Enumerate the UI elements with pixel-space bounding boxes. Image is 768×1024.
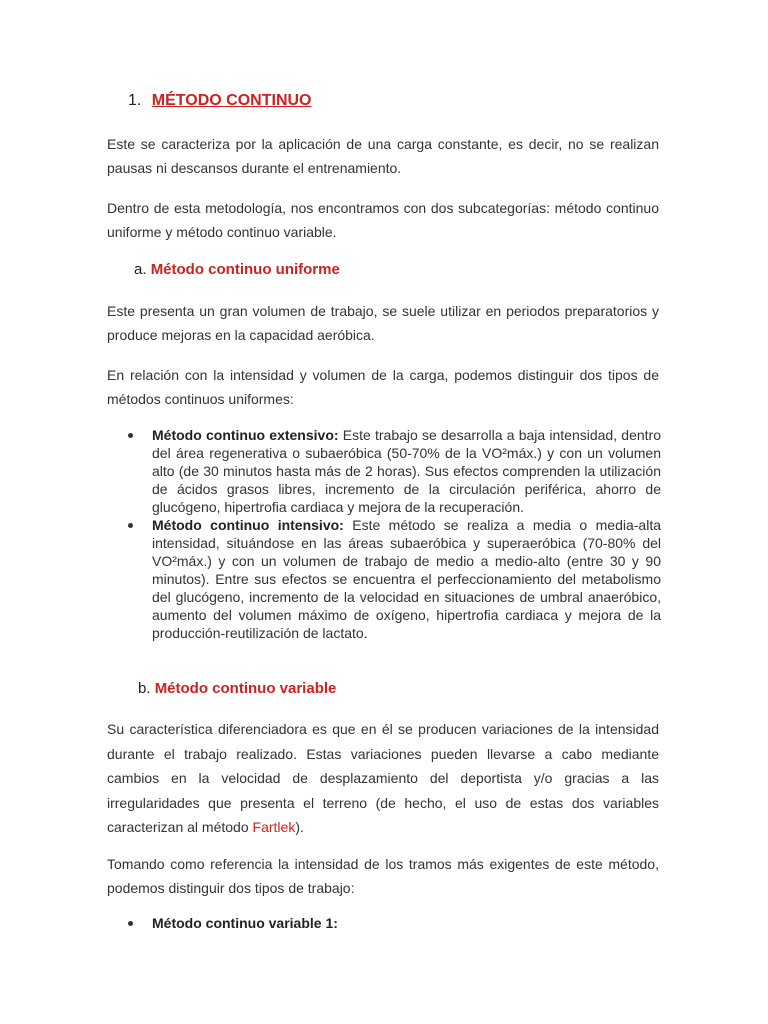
fartlek-link[interactable]: Fartlek	[252, 819, 296, 835]
list-item	[128, 426, 661, 516]
list-item-text: Este trabajo se desarrolla a baja intensidad, dentro del área regenerativa o subaeróbica (50-70% de la VO²máx.) y con un volumen alto (de 30 minutos hasta más de 2 horas). Sus efectos comprenden la utilización de ácidos grasos libres, incremento de la circulación periférica, ahorro de glucógeno, hipertrofia cardiaca y mejora de la recuperación.	[152, 427, 662, 515]
subsection-a-heading	[134, 261, 340, 278]
paragraph-text: Su característica diferenciadora es que en él se producen variaciones de la intensidad durante el trabajo realizado. Estas variaciones pueden llevarse a cabo mediante cambios en la velocidad de desplazamiento del deportista y/o gracias a las irregularidades que presenta el terreno (de hecho, el uso de estas dos variables caracterizan al método	[107, 721, 659, 835]
subsection-b-paragraph-2: Tomando como referencia la intensidad de los tramos más exigentes de este método, podemos distinguir dos tipos de trabajo:	[107, 856, 659, 896]
bullet-icon	[128, 433, 133, 438]
subsection-b-letter: b.	[138, 680, 151, 697]
list-item-term: Método continuo variable 1:	[152, 915, 338, 931]
subsection-b-title: Método continuo variable	[154, 680, 337, 697]
list-item	[128, 516, 661, 642]
section-title: MÉTODO CONTINUO	[151, 92, 312, 109]
bullet-icon	[128, 921, 133, 926]
subsection-a-bullet-list	[128, 426, 661, 642]
intro-paragraph-1: Este se caracteriza por la aplicación de una carga constante, es decir, no se realizan pausas ni descansos durante el entrenamiento.	[107, 136, 659, 176]
intro-paragraph-2: Dentro de esta metodología, nos encontramos con dos subcategorías: método continuo uniforme y método continuo variable.	[107, 200, 659, 240]
subsection-a-letter: a.	[134, 261, 147, 278]
paragraph-text-end: ).	[295, 819, 304, 835]
list-item	[128, 914, 661, 932]
list-item-text: Este método se realiza a media o media-alta intensidad, situándose en las áreas subaeróbica y superaeróbica (70-80% del VO²máx.) y con un volumen de trabajo de medio a medio-alto (entre 30 y 90 minutos). Entre sus efectos se encuentra el perfeccionamiento del metabolismo del glucógeno, incremento de la velocidad en situaciones de umbral anaeróbico, aumento del volumen máximo de oxígeno, hipertrofia cardiaca y mejora de la producción-reutilización de lactato.	[152, 517, 661, 641]
subsection-b-paragraph-1	[107, 717, 659, 840]
bullet-icon	[128, 523, 133, 528]
list-item-term: Método continuo intensivo:	[152, 517, 344, 533]
subsection-a-title: Método continuo uniforme	[150, 261, 340, 278]
section-number: 1.	[128, 92, 142, 109]
list-item-term: Método continuo extensivo:	[152, 427, 339, 443]
subsection-a-paragraph-2: En relación con la intensidad y volumen de la carga, podemos distinguir dos tipos de métodos continuos uniformes:	[107, 367, 659, 407]
subsection-a-paragraph-1: Este presenta un gran volumen de trabajo, se suele utilizar en periodos preparatorios y produce mejoras en la capacidad aeróbica.	[107, 303, 659, 343]
subsection-b-bullet-list	[128, 914, 661, 932]
section-heading	[128, 92, 312, 110]
subsection-b-heading	[138, 680, 336, 697]
